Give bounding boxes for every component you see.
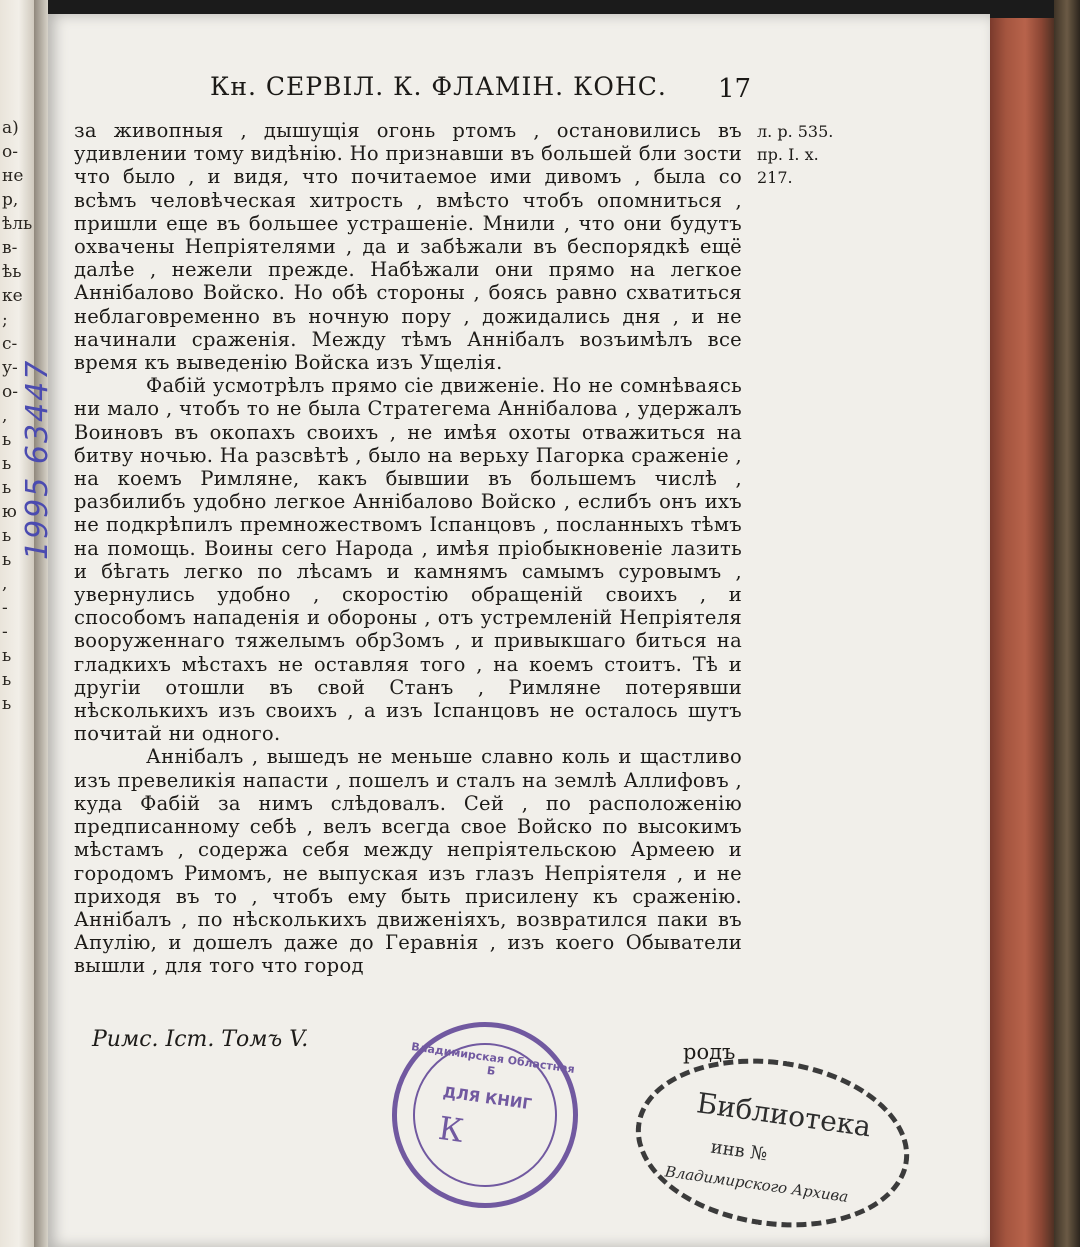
stamp-arc-text: Владимирская Областная Б bbox=[410, 1040, 576, 1078]
page-block-edge bbox=[990, 18, 1054, 1247]
left-page-fragment: у- bbox=[2, 358, 18, 378]
left-page-fragment: с- bbox=[2, 334, 18, 354]
handwritten-inventory-number: 1995 63447 bbox=[20, 358, 55, 560]
left-page-fragment: ке bbox=[2, 286, 23, 306]
paragraph: за живопныя , дышущія огонь ртомъ , остановились въ удивлении тому видѣнію. Но признавши въ большей бли зости что было , и видя, что почитаемое ими дивомъ , была со всѣмъ человѣческая хитрость , вмѣсто чтобъ опомниться , пришли еще въ большее устрашеніе. Мнили , что они будутъ охвачены Непріятелями , да и забѣжали въ беспорядкѣ ещё далѣе , нежели прежде. Набѣжали они прямо на легкое Аннібалово Войско. Но обѣ стороны , боясь равно схватиться неблаговременно въ ночную пору , дожидались дня , и не начинали сраженія. Между тѣмъ Аннібалъ возъимѣлъ все время къ выведенію Войска изъ Ущелія. bbox=[74, 119, 742, 375]
left-page-fragment: , bbox=[2, 574, 8, 594]
left-page-fragment: ь bbox=[2, 430, 12, 450]
signature-mark: Римс. Іст. Томъ V. bbox=[92, 1027, 309, 1052]
left-page-fragment: ѣь bbox=[2, 262, 22, 282]
margin-note bbox=[757, 120, 847, 189]
left-page-edge bbox=[0, 0, 34, 1247]
paragraph: Фабій усмотрѣлъ прямо сіе движеніе. Но не сомнѣваясь ни мало , чтобъ то не была Стратегема Аннібалова , удержалъ Воиновъ въ окопахъ своихъ , не имѣя охоты отважиться на битву ночью. На разсвѣтѣ , было на верьху Пагорка сраженіе , на коемъ Римляне, какъ бывшии въ большемъ числѣ , разбилибъ удобно легкое Аннібалово Войско , еслибъ онъ ихъ не подкрѣпилъ премножествомъ Іспанцовъ , посланныхъ тѣмъ на помощь. Воины сего Народа , имѣя пріобыкновеніе лазить и бѣгать легко по лѣсамъ и камнямъ самымъ суровымъ , увернулись удобно , скоростію обращеній своихъ , и способомъ нападенія и обороны , отъ устремленій Непріятеля вооруженнаго тяжелымъ обрЗомъ , и привыкшаго биться на гладкихъ мѣстахъ не оставляя того , на коемъ стоитъ. Тѣ и другіи отошли въ свой Станъ , Римляне потерявши нѣсколькихъ изъ своихъ , а изъ Іспанцовъ не осталось шутъ почитай ни одного. bbox=[74, 374, 742, 746]
left-page-fragment: в- bbox=[2, 238, 18, 258]
stamp-title: Библиотека bbox=[694, 1086, 874, 1144]
left-page-fragment: о- bbox=[2, 142, 18, 162]
left-page-fragment: а) bbox=[2, 118, 19, 138]
stamp-inner-text: ДЛЯ КНИГ bbox=[441, 1083, 533, 1114]
left-page-fragment: ю bbox=[2, 502, 17, 522]
stamp-letter: К bbox=[436, 1108, 466, 1150]
left-page-fragment: - bbox=[2, 598, 8, 618]
catchword: родъ bbox=[683, 1040, 736, 1064]
left-page-fragment: ь bbox=[2, 454, 12, 474]
left-page-fragment: р, bbox=[2, 190, 19, 210]
left-page-fragment: ь bbox=[2, 694, 12, 714]
paragraph: Аннібалъ , вышедъ не меньше славно коль и щастливо изъ превеликія напасти , пошелъ и сталъ на землѣ Аллифовъ , куда Фабій за нимъ слѣдовалъ. Сей , по расположенію предписанному себѣ , велъ всегда свое Войско по высокимъ мѣстамъ , содержа себя между непріятельскою Армеею и городомъ Римомъ, не выпуская изъ глазъ Непріятеля , и не приходя въ то , чтобъ ему быть присилену къ сраженію. Аннібалъ , по нѣсколькихъ движеніяхъ, возвратился паки въ Апулію, и дошелъ даже до Геравнія , изъ коего Обыватели вышли , для того что город bbox=[74, 745, 742, 978]
left-page-fragment: ь bbox=[2, 646, 12, 666]
margin-note-line: 217. bbox=[757, 168, 793, 187]
left-page-fragment: ь bbox=[2, 526, 12, 546]
left-page-fragment: ; bbox=[2, 310, 8, 330]
left-page-fragment: , bbox=[2, 406, 8, 426]
page-number: 17 bbox=[718, 74, 752, 104]
book-cover-edge bbox=[1054, 0, 1080, 1247]
stamp-inventory-label: инв № bbox=[709, 1136, 769, 1166]
book-gutter bbox=[34, 0, 48, 1247]
running-head: Кн. СЕРВІЛ. К. ФЛАМІН. КОНС. bbox=[210, 72, 667, 101]
left-page-fragment: ь bbox=[2, 478, 12, 498]
left-page-fragment: ь bbox=[2, 670, 12, 690]
left-page-fragment: о- bbox=[2, 382, 18, 402]
left-page-fragment: не bbox=[2, 166, 24, 186]
left-page-fragment: ѣль bbox=[2, 214, 33, 234]
body-text bbox=[74, 119, 742, 978]
margin-note-line: пр. I. х. bbox=[757, 145, 819, 164]
stamp-owner: Владимирского Архива bbox=[663, 1162, 850, 1206]
margin-note-line: л. р. 535. bbox=[757, 122, 834, 141]
left-page-fragment: - bbox=[2, 622, 8, 642]
left-page-fragment: ь bbox=[2, 550, 12, 570]
